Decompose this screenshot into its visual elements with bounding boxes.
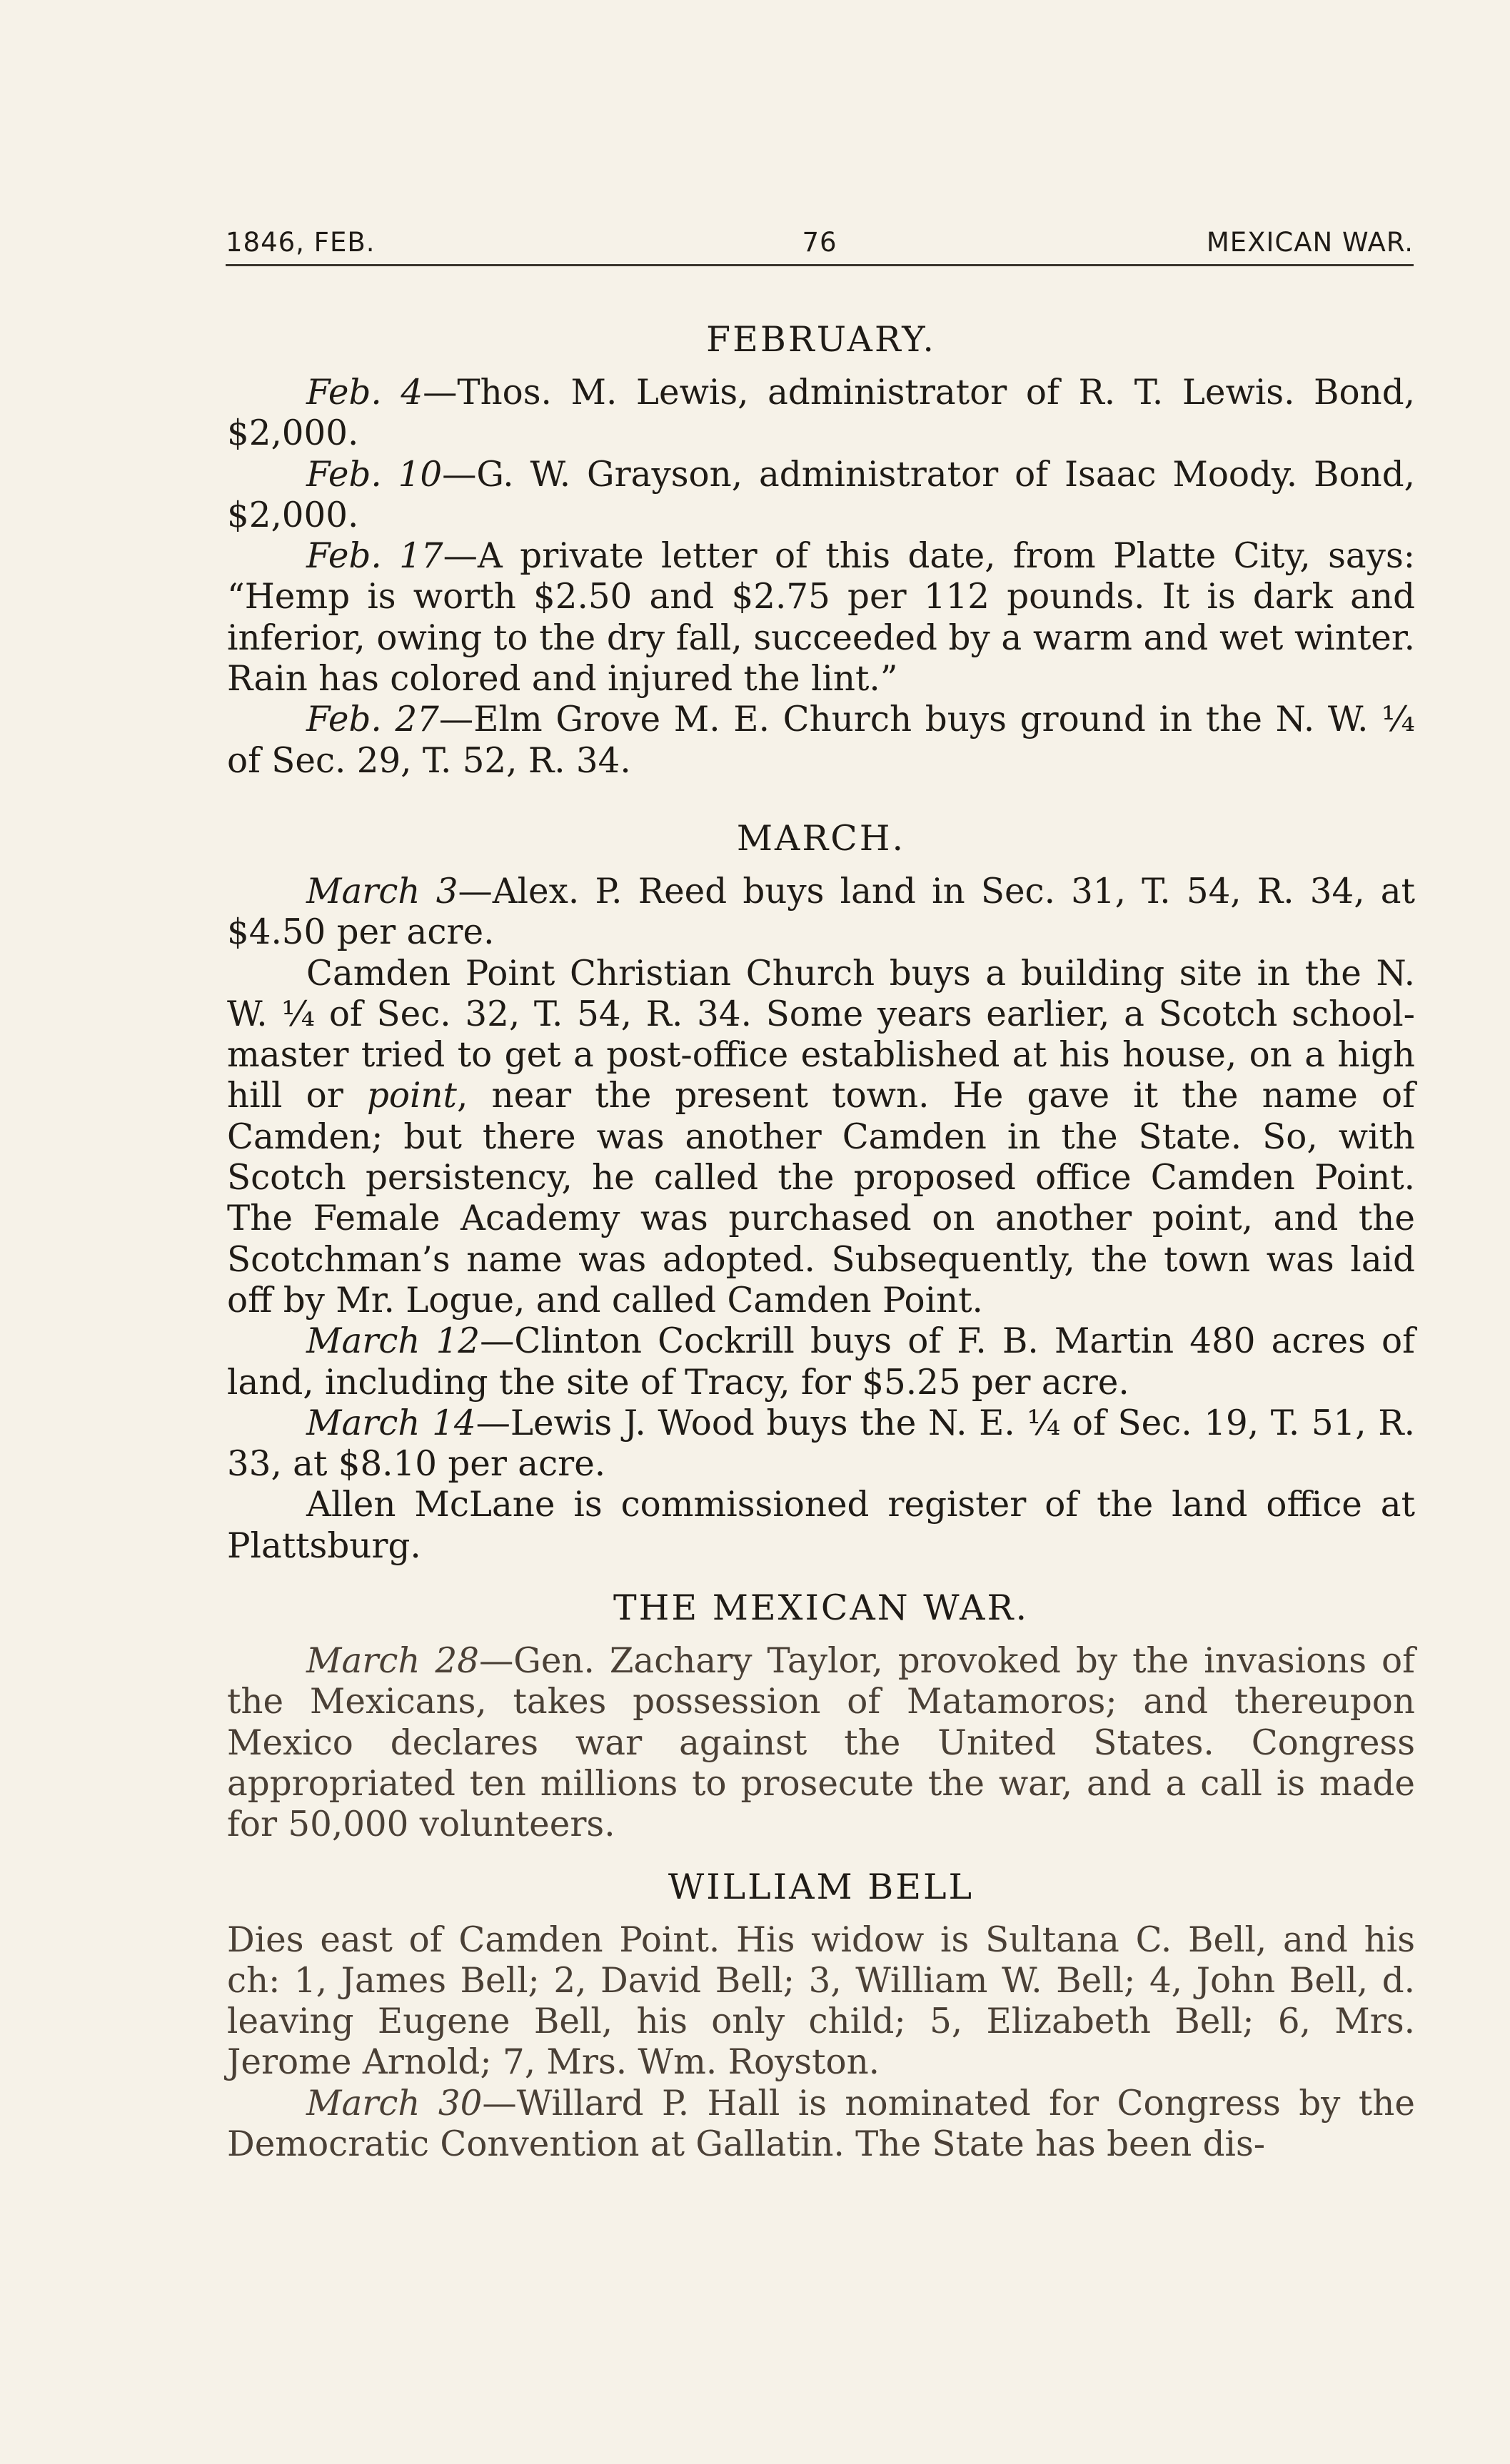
entry-text: —Gen. Zachary Taylor, provoked by the invasions of the Mexicans, takes possession of Matamoros; and thereupon Mexico declares war against the United States. Congress appropriated ten millions to prosecute the war, and a call is made for 50,000 volunteers. xyxy=(227,1641,1416,1845)
section-title-mexican-war: THE MEXICAN WAR. xyxy=(613,1587,1030,1629)
section-title-william-bell: WILLIAM BELL xyxy=(668,1866,975,1907)
header-rule xyxy=(226,264,1414,266)
entry-march-14 xyxy=(227,1403,1415,1485)
entry-date: March 14 xyxy=(306,1403,476,1443)
william-bell-paragraph: Dies east of Camden Point. His widow is Sultana C. Bell, and his ch: 1, James Bell; 2, David Bell; 3, William W. Bell; 4, John Bell, d. leaving Eugene Bell, his only child; 5, Elizabeth Bell; 6, Mrs. Jerome Arnold; 7, Mrs. Wm. Royston. xyxy=(227,1919,1415,2083)
entry-text: —Clinton Cockrill buys of F. B. Martin 480 acres of land, including the site of Tracy, for $5.25 per acre. xyxy=(227,1321,1415,1403)
entry-march-30 xyxy=(227,2084,1415,2166)
entry-text: —Lewis J. Wood buys the N. E. ¼ of Sec. 19, T. 51, R. 33, at $8.10 per acre. xyxy=(227,1403,1416,1485)
entry-feb-10 xyxy=(227,455,1415,537)
mclane-paragraph: Allen McLane is commissioned register of the land office at Plattsburg. xyxy=(227,1485,1415,1566)
entry-text: —G. W. Grayson, administrator of Isaac Moody. Bond, $2,000. xyxy=(227,454,1416,535)
italic-word: point xyxy=(366,1076,457,1116)
entry-date: Feb. 27 xyxy=(306,700,439,740)
section-gap xyxy=(227,782,1415,806)
entry-feb-4 xyxy=(227,373,1415,455)
entry-march-3 xyxy=(227,872,1415,954)
section-title-february: FEBRUARY. xyxy=(706,319,936,360)
section-gap xyxy=(227,1846,1415,1854)
paragraph-text: Camden Point Christian Church buys a building site in the N. W. ¼ of Sec. 32, T. 54, R. 34. Some years earlier, a Scotch school-master tried to get a post-office established at his house, on a high hill or xyxy=(227,953,1415,1116)
entry-date: Feb. 17 xyxy=(306,536,443,577)
entry-feb-27 xyxy=(227,700,1415,782)
entry-feb-17 xyxy=(227,536,1415,700)
entry-date: March 30 xyxy=(306,2083,483,2124)
entry-date: March 12 xyxy=(306,1321,480,1362)
camden-point-paragraph xyxy=(227,954,1415,1322)
paragraph-text: , near the present town. He gave it the name of Camden; but there was another Camden in the State. So, with Scotch persistency, he called the proposed office Camden Point. The Female Academy was purchased on another point, and the Scotchman’s name was adopted. Subsequently, the town was laid off by Mr. Logue, and called Camden Point. xyxy=(227,1076,1415,1321)
entry-date: March 3 xyxy=(306,871,458,912)
entry-date: March 28 xyxy=(306,1641,479,1682)
entry-text: —Alex. P. Reed buys land in Sec. 31, T. 54, R. 34, at $4.50 per acre. xyxy=(227,871,1416,953)
entry-text: —Thos. M. Lewis, administrator of R. T. Lewis. Bond, $2,000. xyxy=(227,373,1415,454)
entry-date: Feb. 4 xyxy=(306,373,423,413)
section-title-march: MARCH. xyxy=(736,817,906,859)
header-topic: MEXICAN WAR. xyxy=(1206,227,1414,258)
entry-text: —Elm Grove M. E. Church buys ground in the N. W. ¼ of Sec. 29, T. 52, R. 34. xyxy=(227,700,1415,781)
page-body xyxy=(227,307,1415,2165)
entry-march-28 xyxy=(227,1641,1415,1845)
entry-text: —A private letter of this date, from Platte City, says: “Hemp is worth $2.50 and $2.75 per 112 pounds. It is dark and inferior, owing to the dry fall, succeeded by a warm and wet winter. Rain has colored and injured the lint.” xyxy=(227,536,1415,700)
page-number: 76 xyxy=(802,227,837,258)
section-gap xyxy=(227,1567,1415,1575)
entry-march-12 xyxy=(227,1321,1415,1403)
header-year-month: 1846, FEB. xyxy=(226,227,376,258)
entry-text: —Willard P. Hall is nominated for Congress by the Democratic Convention at Gallatin. The State has been dis- xyxy=(227,2083,1415,2164)
entry-date: Feb. 10 xyxy=(306,454,443,495)
